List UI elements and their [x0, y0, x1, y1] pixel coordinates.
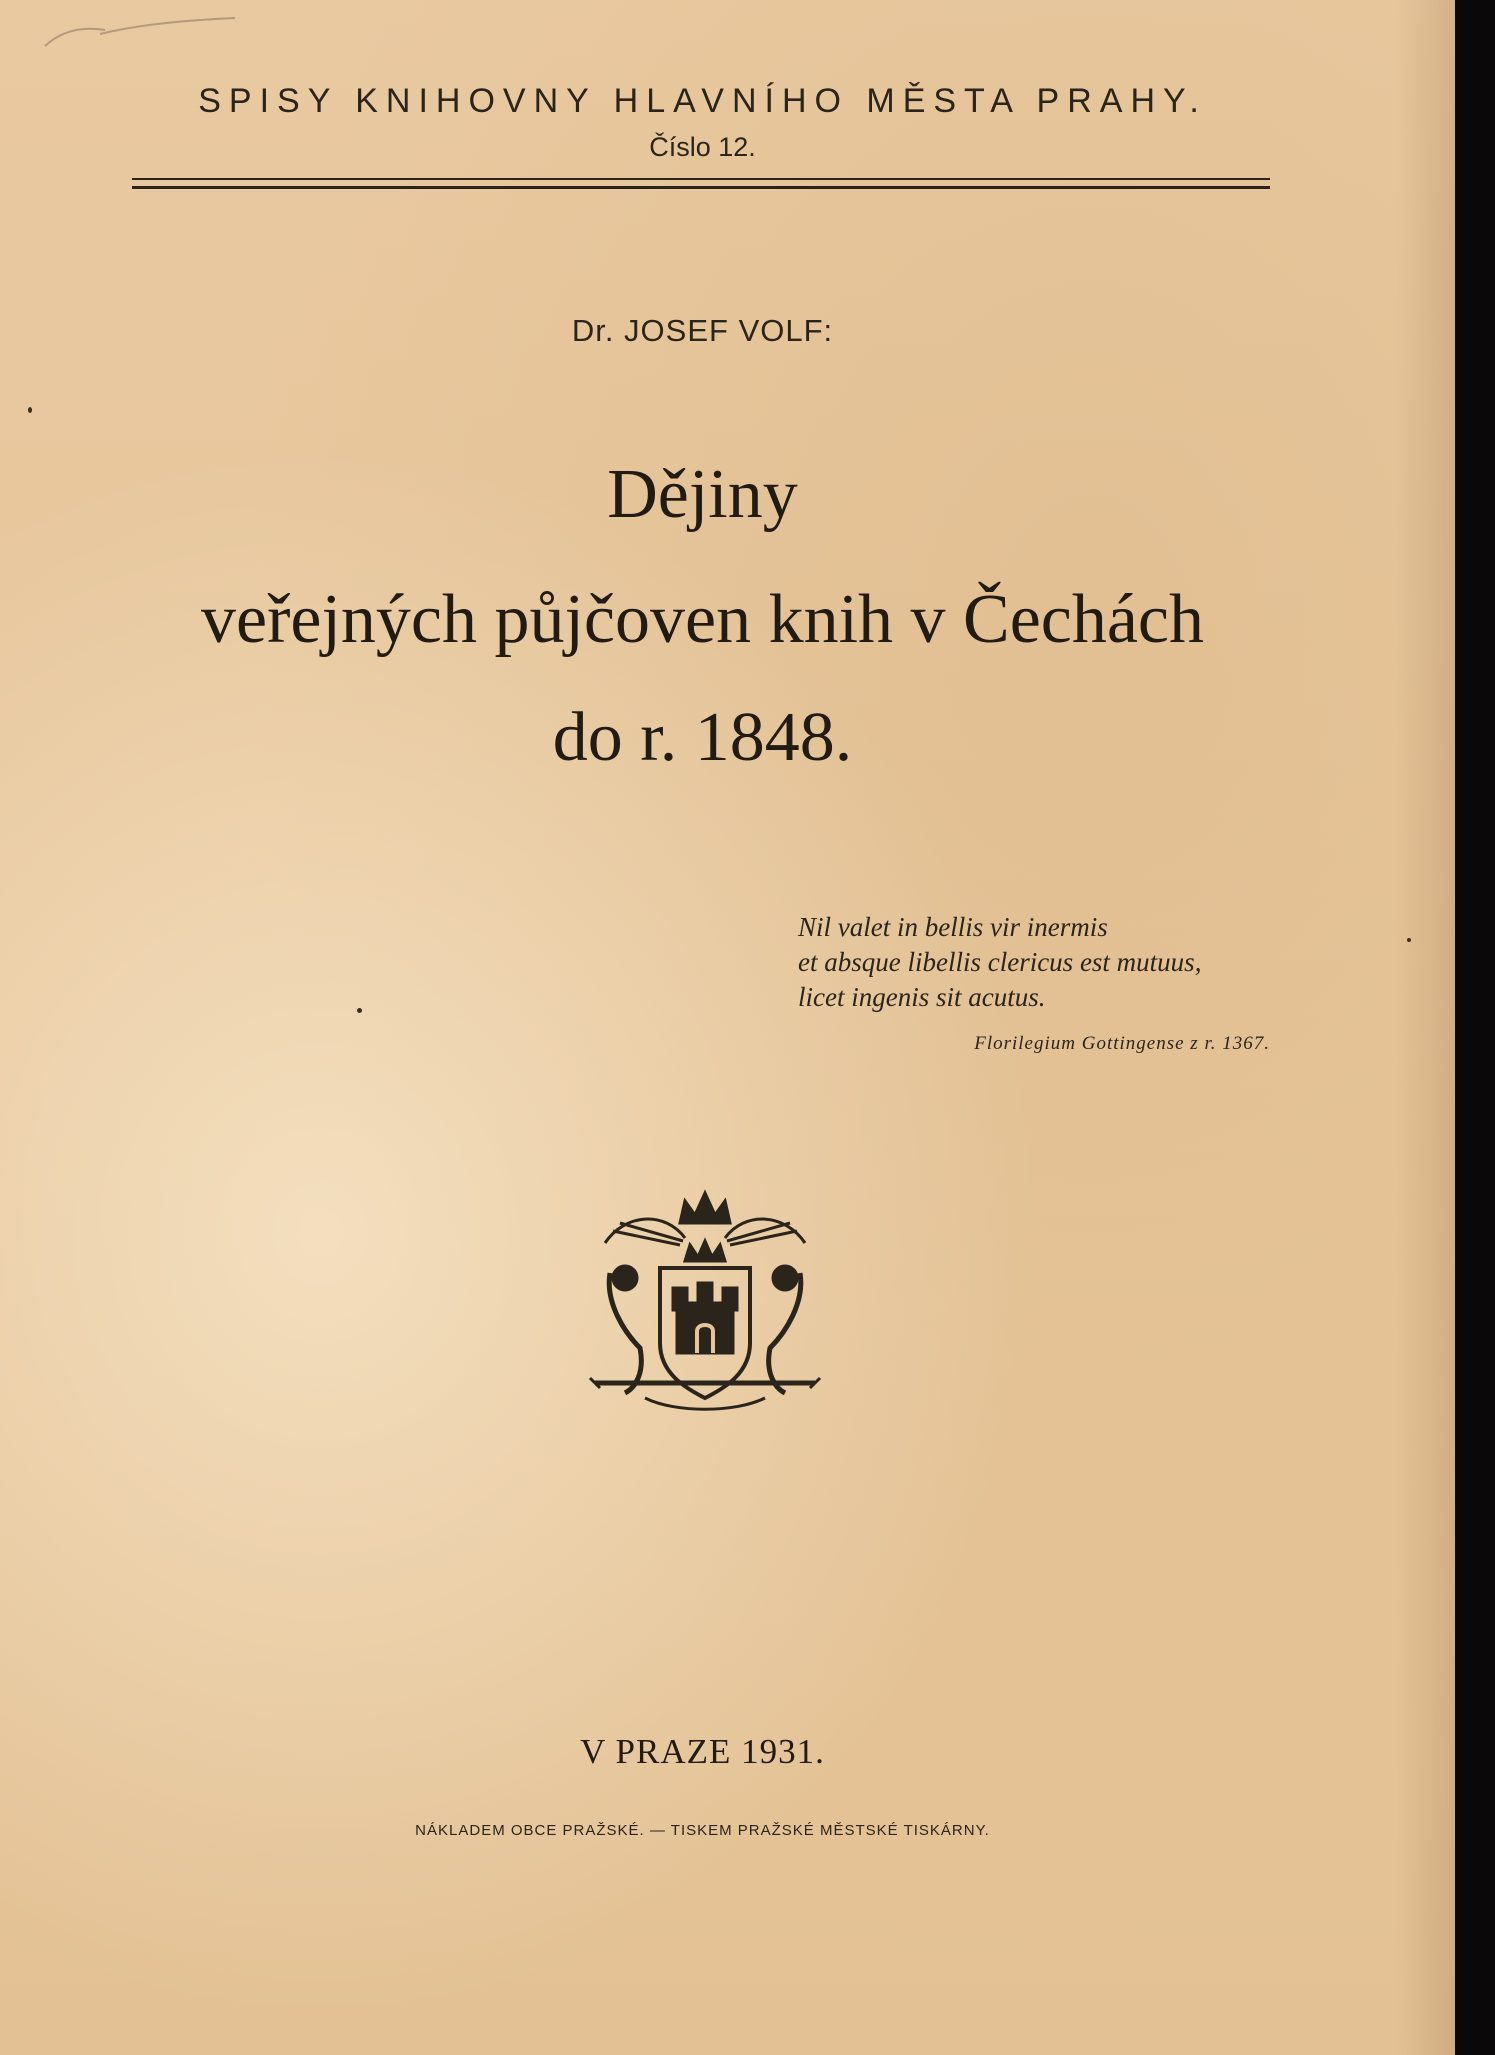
epigraph-line: Nil valet in bellis vir inermis: [798, 912, 1108, 942]
epigraph-line: et absque libellis clericus est mutuus,: [798, 947, 1202, 977]
book-title-line: veřejných půjčoven knih v Čechách: [201, 581, 1204, 658]
book-title-line: do r. 1848.: [552, 699, 853, 776]
series-number: Číslo 12.: [649, 132, 756, 162]
divider-rule: [132, 178, 1270, 180]
epigraph: [798, 910, 1201, 1015]
divider-rule: [132, 186, 1270, 189]
paper-speck: [28, 407, 32, 413]
epigraph-source: Florilegium Gottingense z r. 1367.: [974, 1033, 1270, 1054]
paper-speck: [1407, 938, 1411, 942]
series-title: SPISY KNIHOVNY HLAVNÍHO MĚSTA PRAHY.: [198, 82, 1207, 120]
place-and-year: V PRAZE 1931.: [580, 1732, 825, 1771]
author-name: Dr. JOSEF VOLF:: [571, 313, 834, 348]
book-title-line: Dějiny: [607, 456, 798, 533]
paper-speck: [357, 1008, 362, 1013]
prague-coat-of-arms-icon: [585, 1183, 825, 1418]
publisher-line: NÁKLADEM OBCE PRAŽSKÉ. — TISKEM PRAŽSKÉ MĚSTSKÉ TISKÁRNY.: [415, 1822, 990, 1839]
epigraph-line: licet ingenis sit acutus.: [798, 982, 1046, 1012]
pencil-mark: [10, 12, 240, 52]
